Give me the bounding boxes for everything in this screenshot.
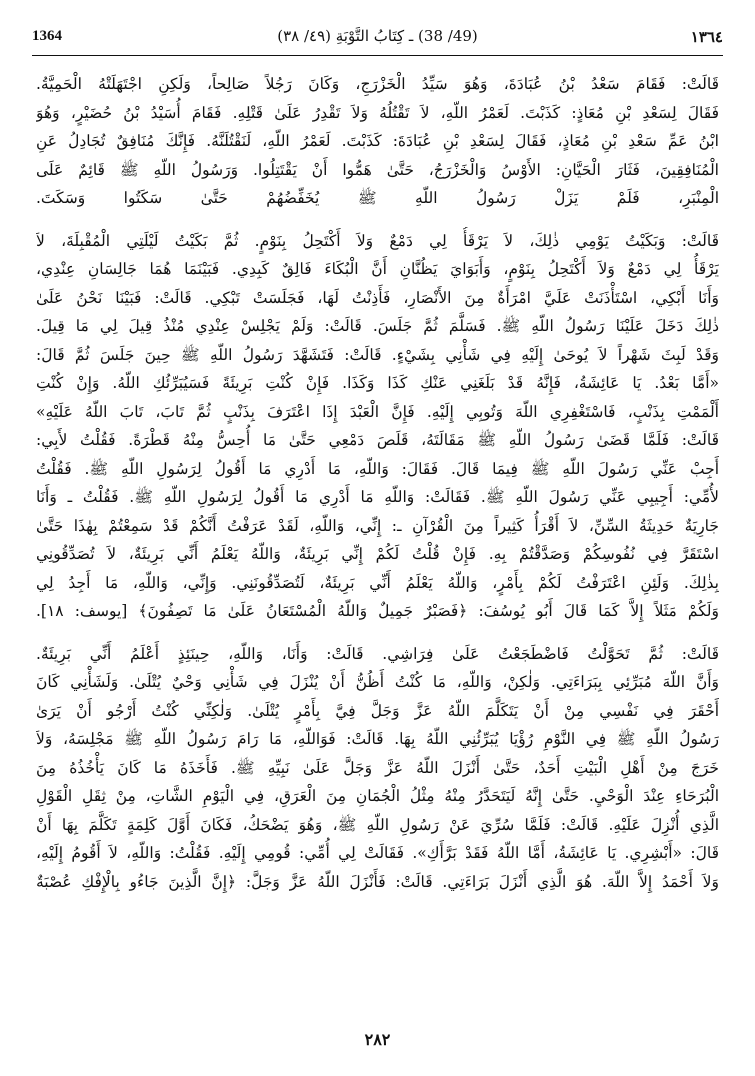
page-footer-number: ٢٨٢ [364,1030,391,1049]
header-divider [32,55,723,56]
paragraph-1: قَالَتْ: فَقَامَ سَعْدُ بْنُ عُبَادَةَ، وَهُوَ سَيِّدُ الْخَزْرَجِ، وَكَانَ رَجُلاً صَالِحاً، وَلَكِنِ اجْتَهَلَتْهُ الْحَمِيَّةُ. فَقَالَ لِسَعْدِ بْنِ مُعَاذٍ: كَذَبْتَ. لَعَمْرُ اللّهِ، لاَ تَقْتُلُهُ وَلاَ تَقْدِرُ عَلَىٰ قَتْلِهِ. فَقَامَ أُسَيْدُ بْنُ حُضَيْرٍ، وَهُوَ ابْنُ عَمِّ سَعْدِ بْنِ مُعَاذٍ، فَقَالَ لِسَعْدِ بْنِ عُبَادَةَ: كَذَبْتَ. لَعَمْرُ اللّهِ، لَنَقْتُلَنَّهُ. فَإِنَّكَ مُنَافِقٌ تُجَادِلُ عَنِ الْمُنَافِقِينَ، فَثَارَ الْحَيَّانِ: الأَوْسُ وَالْخَزْرَجُ، حَتَّىٰ هَمُّوا أَنْ يَقْتَتِلُوا. وَرَسُولُ اللّهِ ﷺ قَائِمٌ عَلَى الْمِنْبَرِ، فَلَمْ يَزَلْ رَسُولُ اللّهِ ﷺ يُخَفِّضُهُمْ حَتَّىٰ سَكَتُوا وَسَكَتَ. [36,75,719,207]
page-number-arabic: ١٣٦٤ [690,30,723,46]
page-number-latin: 1364 [32,28,62,44]
page-header [32,22,723,52]
paragraph-2: قَالَتْ: وَبَكَيْتُ يَوْمِي ذٰلِكَ، لاَ يَرْقَأُ لِي دَمْعٌ وَلاَ أَكْتَحِلُ بِنَوْمٍ. ثُمَّ بَكَيْتُ لَيْلَتِي الْمُقْبِلَةَ، لاَ يَرْقَأُ لِي دَمْعٌ وَلاَ أَكْتَحِلُ بِنَوْمٍ، وَأَبَوَايَ يَظُنَّانِ أَنَّ الْبُكَاءَ فَالِقٌ كَبِدِي. فَبَيْنَمَا هُمَا جَالِسَانِ عِنْدِي، وَأَنَا أَبْكِي، اسْتَأْذَنَتْ عَلَيَّ امْرَأَةٌ مِنَ الأَنْصَارِ، فَأَذِنْتُ لَهَا، فَجَلَسَتْ تَبْكِي. قَالَتْ: فَبَيْنَا نَحْنُ عَلَىٰ ذٰلِكَ دَخَلَ عَلَيْنَا رَسُولُ اللّهِ ﷺ. فَسَلَّمَ ثُمَّ جَلَسَ. قَالَتْ: وَلَمْ يَجْلِسْ عِنْدِي مُنْذُ قِيلَ لِي مَا قِيلَ. وَقَدْ لَبِثَ شَهْراً لاَ يُوحَىٰ إِلَيْهِ فِي شَأْنِي بِشَيْءٍ. قَالَتْ: فَتَشَهَّدَ رَسُولُ اللّهِ ﷺ حِينَ جَلَسَ ثُمَّ قَالَ: «أَمَّا بَعْدُ. يَا عَائِشَةُ، فَإِنَّهُ قَدْ بَلَغَنِي عَنْكِ كَذَا وَكَذَا. فَإِنْ كُنْتِ بَرِيئَةً فَسَيُبَرِّئُكِ اللّهُ. وَإِنْ كُنْتِ أَلْمَمْتِ بِذَنْبٍ، فَاسْتَغْفِرِي اللّهَ وَتُوبِي إِلَيْهِ. فَإِنَّ الْعَبْدَ إِذَا اعْتَرَفَ بِذَنْبٍ ثُمَّ تَابَ، تَابَ اللّهُ عَلَيْهِ» قَالَتْ: فَلَمَّا قَضَىٰ رَسُولُ اللّهِ ﷺ مَقَالَتَهُ، قَلَصَ دَمْعِي حَتَّىٰ مَا أُحِسُّ مِنْهُ قَطْرَةً. فَقُلْتُ لأَبِي: أَجِبْ عَنِّي رَسُولَ اللّهِ ﷺ فِيمَا قَالَ. فَقَالَ: وَاللّهِ، مَا أَدْرِي مَا أَقُولُ لِرَسُولِ اللّهِ ﷺ. فَقُلْتُ لأُمِّي: أَجِيبِي عَنِّي رَسُولَ اللّهِ ﷺ. فَقَالَتْ: وَاللّهِ مَا أَدْرِي مَا أَقُولُ لِرَسُولِ اللّهِ ﷺ. فَقُلْتُ ـ وَأَنَا جَارِيَةٌ حَدِيثَةُ السِّنِّ، لاَ أَقْرَأُ كَثِيراً مِنَ الْقُرْآنِ ـ: إِنِّي، وَاللّهِ، لَقَدْ عَرَفْتُ أَنَّكُمْ قَدْ سَمِعْتُمْ بِهٰذَا حَتَّىٰ اسْتَقَرَّ فِي نُفُوسِكُمْ وَصَدَّقْتُمْ بِهِ. فَإِنْ قُلْتُ لَكُمْ إِنِّي بَرِيئَةٌ، وَاللّهُ يَعْلَمُ أَنِّي بَرِيئَةٌ، لاَ تُصَدِّقُونِي بِذٰلِكَ. وَلَئِنِ اعْتَرَفْتُ لَكُمْ بِأَمْرٍ، وَاللّهُ يَعْلَمُ أَنِّي بَرِيئَةٌ، لَتُصَدِّقُونَنِي. وَإِنِّي، وَاللّهِ، مَا أَجِدُ لِي وَلَكُمْ مَثَلاً إِلاَّ كَمَا قَالَ أَبُو يُوسُفَ: ﴿فَصَبْرٌ جَمِيلٌ وَاللّهُ الْمُسْتَعَانُ عَلَىٰ مَا تَصِفُونَ﴾ [يوسف: ١٨]. [36,231,719,620]
running-title: (49/ 38) ـ كِتَابُ التَّوْبَةِ (٤٩/ ٣٨) [277,27,478,45]
hadith-text [36,70,719,896]
paragraph-3: قَالَتْ: ثُمَّ تَحَوَّلْتُ فَاضْطَجَعْتُ عَلَىٰ فِرَاشِي. قَالَتْ: وَأَنَا، وَاللّهِ، حِينَئِذٍ أَعْلَمُ أَنِّي بَرِيئَةٌ. وَأَنَّ اللّهَ مُبَرِّئِي بِبَرَاءَتِي. وَلٰكِنْ، وَاللّهِ، مَا كُنْتُ أَظُنُّ أَنْ يُنْزَلَ فِي شَأْنِي وَحْيٌ يُتْلَىٰ. وَلَشَأْنِي كَانَ أَحْقَرَ فِي نَفْسِي مِنْ أَنْ يَتَكَلَّمَ اللّهُ عَزَّ وَجَلَّ فِيَّ بِأَمْرٍ يُتْلَىٰ. وَلٰكِنِّي كُنْتُ أَرْجُو أَنْ يَرَىٰ رَسُولُ اللّهِ ﷺ فِي النَّوْمِ رُؤْيَا يُبَرِّئُنِي اللّهُ بِهَا. قَالَتْ: فَوَاللّهِ، مَا رَامَ رَسُولُ اللّهِ ﷺ مَجْلِسَهُ، وَلاَ خَرَجَ مِنْ أَهْلِ الْبَيْتِ أَحَدٌ، حَتَّىٰ أَنْزَلَ اللّهُ عَزَّ وَجَلَّ عَلَىٰ نَبِيِّهِ ﷺ. فَأَخَذَهُ مَا كَانَ يَأْخُذُهُ مِنَ الْبُرَحَاءِ عِنْدَ الْوَحْيِ. حَتَّىٰ إِنَّهُ لَيَتَحَدَّرُ مِنْهُ مِثْلُ الْجُمَانِ مِنَ الْعَرَقِ، فِي الْيَوْمِ الشَّاتِ، مِنْ ثِقَلِ الْقَوْلِ الَّذِي أُنْزِلَ عَلَيْهِ. قَالَتْ: فَلَمَّا سُرِّيَ عَنْ رَسُولِ اللّهِ ﷺ، وَهُوَ يَضْحَكُ، فَكَانَ أَوَّلَ كَلِمَةٍ تَكَلَّمَ بِهَا أَنْ قَالَ: «أَبْشِرِي. يَا عَائِشَةُ، أَمَّا اللّهُ فَقَدْ بَرَّأَكِ». فَقَالَتْ لِي أُمِّي: قُومِي إِلَيْهِ. فَقُلْتُ: وَاللّهِ، لاَ أَقُومُ إِلَيْهِ، وَلاَ أَحْمَدُ إِلاَّ اللّهَ. هُوَ الَّذِي أَنْزَلَ بَرَاءَتِي. قَالَتْ: فَأَنْزَلَ اللّهُ عَزَّ وَجَلَّ: ﴿إِنَّ الَّذِينَ جَاءُو بِالْإِفْكِ عُصْبَةٌ [36,644,719,891]
